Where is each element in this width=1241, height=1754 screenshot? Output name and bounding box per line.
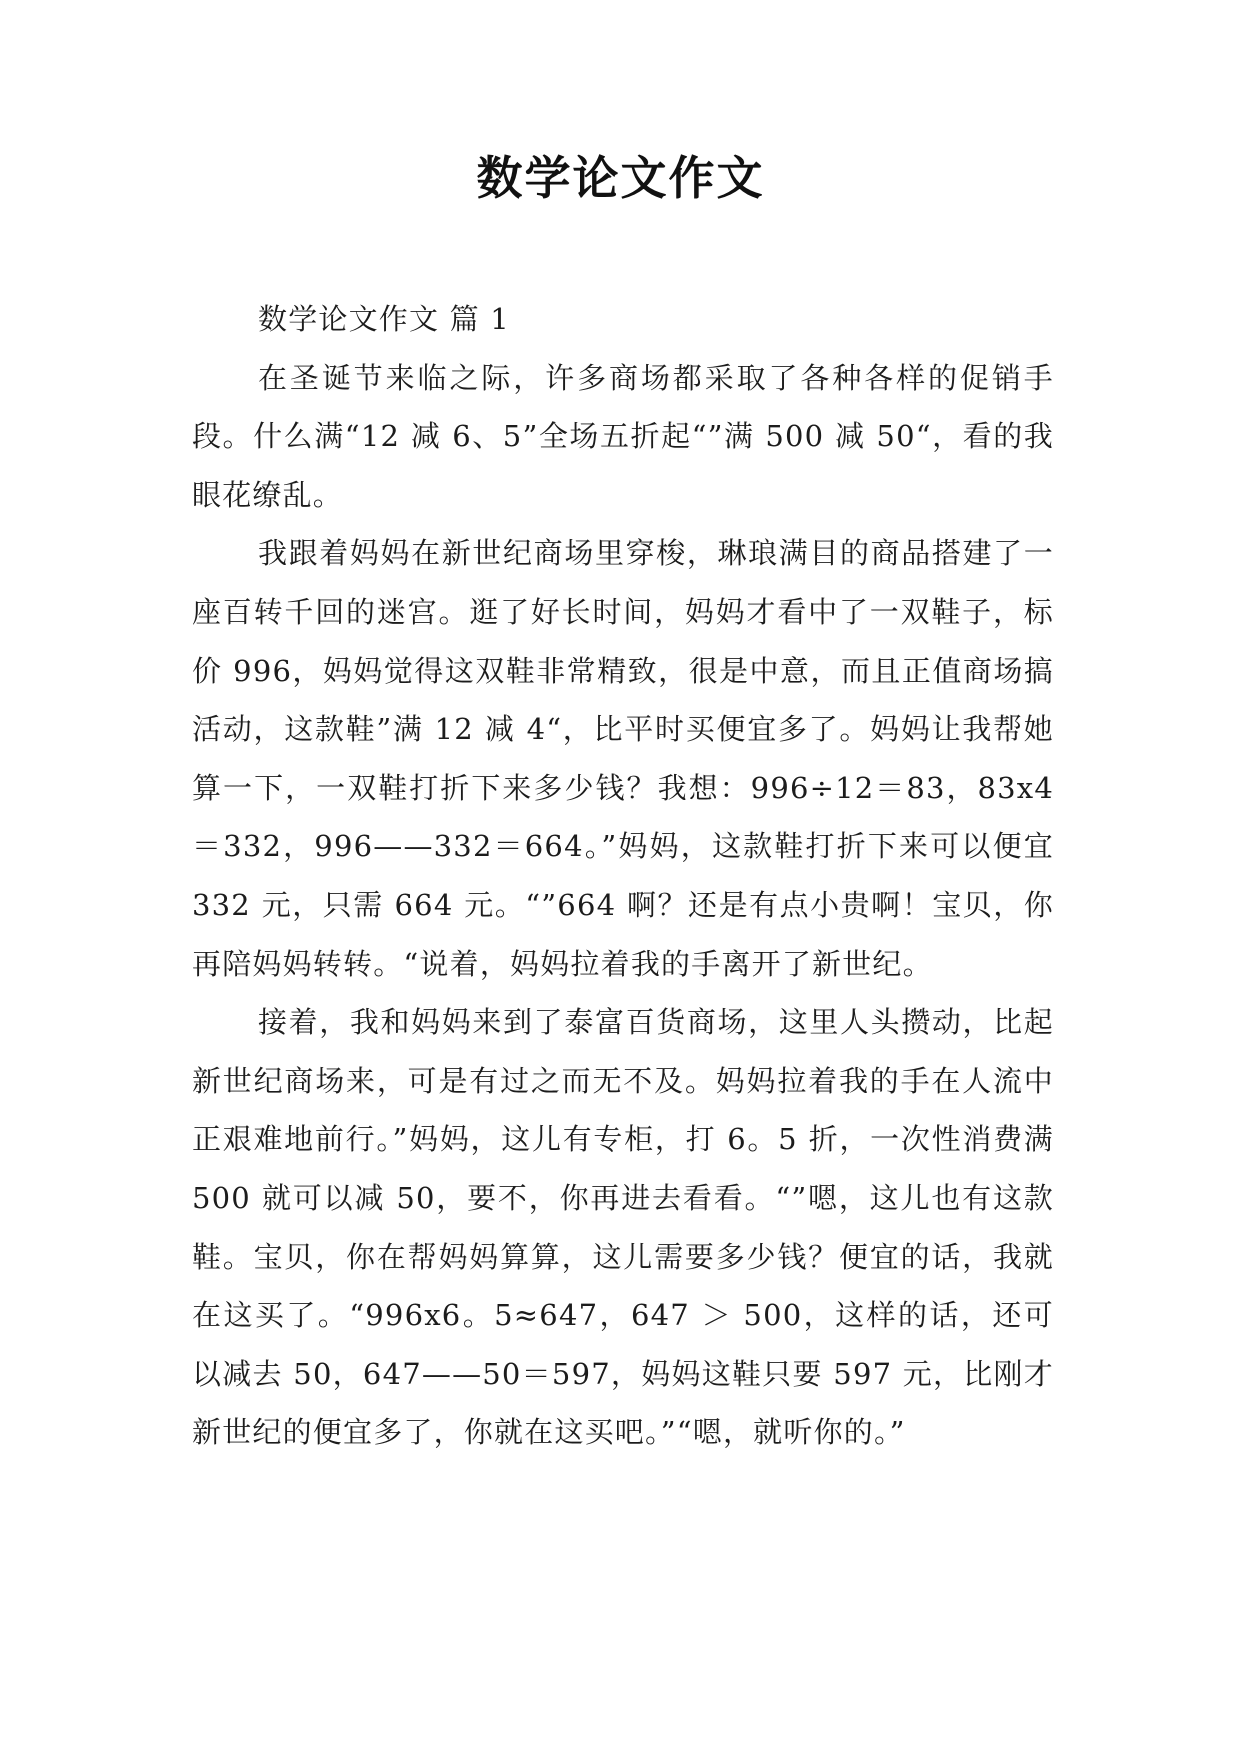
- article-body: [192, 290, 1054, 1462]
- paragraph-2: 我跟着妈妈在新世纪商场里穿梭，琳琅满目的商品搭建了一座百转千回的迷宫。逛了好长时间，妈妈才看中了一双鞋子，标价 996，妈妈觉得这双鞋非常精致，很是中意，而且正值商场搞活动，这款鞋”满 12 减 4“，比平时买便宜多了。妈妈让我帮她算一下，一双鞋打折下来多少钱？我想：996÷12＝83，83x4＝332，996——332＝664。”妈妈，这款鞋打折下来可以便宜 332 元，只需 664 元。“”664 啊？还是有点小贵啊！宝贝，你再陪妈妈转转。“说着，妈妈拉着我的手离开了新世纪。: [192, 536, 1054, 981]
- document-title: 数学论文作文: [476, 151, 765, 205]
- paragraph-1: 在圣诞节来临之际，许多商场都采取了各种各样的促销手段。什么满“12 减 6、5”全场五折起“”满 500 减 50“，看的我眼花缭乱。: [192, 360, 1054, 512]
- paragraph-3: 接着，我和妈妈来到了泰富百货商场，这里人头攒动，比起新世纪商场来，可是有过之而无不及。妈妈拉着我的手在人流中正艰难地前行。”妈妈，这儿有专柜，打 6。5 折，一次性消费满 500 就可以减 50，要不，你再进去看看。“”嗯，这儿也有这款鞋。宝贝，你在帮妈妈算算，这儿需要多少钱？便宜的话，我就在这买了。“996x6。5≈647，647 ＞ 500，这样的话，还可以减去 50，647——50＝597，妈妈这鞋只要 597 元，比刚才新世纪的便宜多了，你就在这买吧。”“嗯，就听你的。”: [192, 1005, 1054, 1450]
- section-heading: 数学论文作文 篇 1: [258, 302, 510, 336]
